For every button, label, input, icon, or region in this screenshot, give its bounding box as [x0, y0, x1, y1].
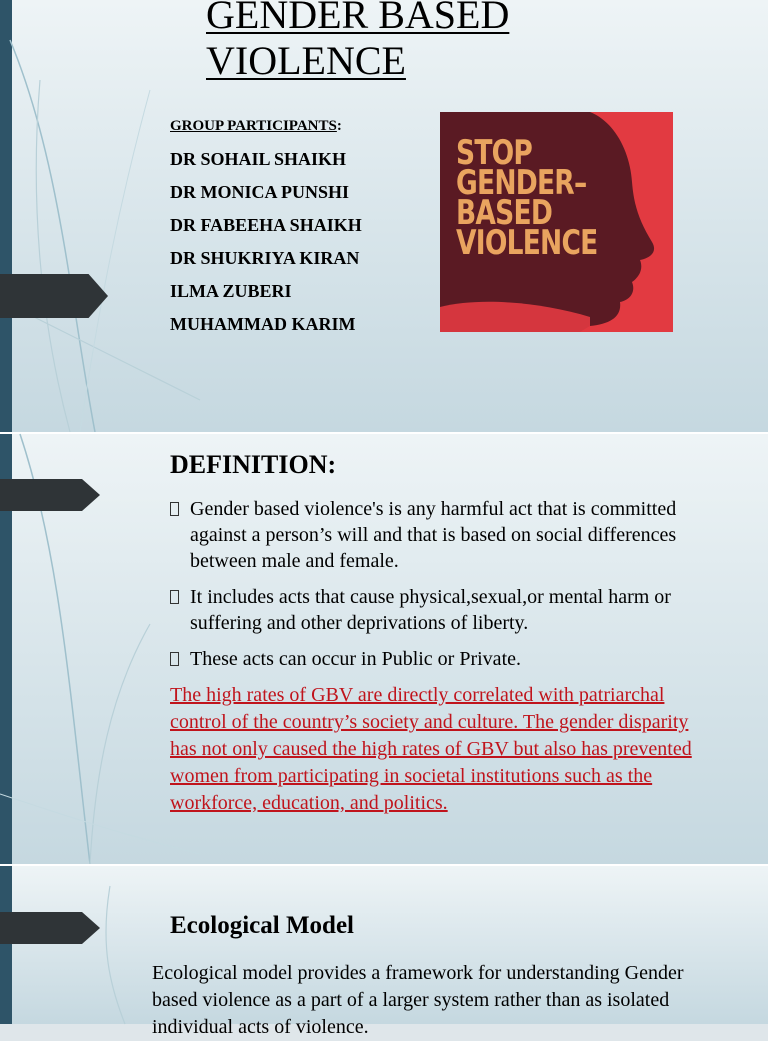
ecological-model-heading: Ecological Model	[170, 912, 354, 939]
bullet-text: These acts can occur in Public or Private.	[190, 648, 521, 670]
participants-list	[170, 147, 362, 345]
bullet-item	[168, 496, 728, 574]
title-line-1: GENDER BASED	[206, 0, 510, 37]
bullet-text: Gender based violence's is any harmful act that is committed against a person’s will and that is based on social differences between male and female.	[190, 498, 677, 572]
poster-line: BASED	[456, 193, 553, 233]
definition-heading: DEFINITION:	[170, 450, 337, 479]
bullet-icon	[170, 590, 179, 604]
bullet-icon	[170, 502, 179, 516]
participant-item: DR SHUKRIYA KIRAN	[170, 248, 360, 268]
highlight-paragraph: The high rates of GBV are directly correlated with patriarchal control of the country’s society and culture. The gender disparity has not only caused the high rates of GBV but also has prevented women from participating in societal institutions such as the workforce, education, and politics.	[170, 684, 692, 814]
poster-line: GENDER–	[456, 163, 587, 203]
bullet-item	[168, 584, 728, 636]
arrow-tab	[0, 912, 100, 944]
ecological-model-paragraph: Ecological model provides a framework for understanding Gender based violence as a part of a larger system rather than as isolated individual acts of violence.	[152, 962, 684, 1038]
participant-item: DR MONICA PUNSHI	[170, 182, 350, 202]
bullet-item	[168, 646, 728, 672]
poster-line: STOP	[456, 133, 533, 173]
slide-title	[0, 0, 768, 432]
arrow-tab	[0, 274, 108, 318]
participant-item: DR SOHAIL SHAIKH	[170, 149, 347, 169]
definition-bullets	[168, 496, 728, 682]
poster-text	[456, 133, 620, 263]
bullet-icon	[170, 652, 179, 666]
arrow-tab	[0, 479, 100, 511]
stop-gbv-poster	[440, 112, 673, 332]
title-line-2: VIOLENCE	[206, 38, 406, 83]
participant-item: MUHAMMAD KARIM	[170, 314, 356, 334]
poster-line: VIOLENCE	[456, 223, 598, 263]
slide-definition	[0, 434, 768, 864]
participants-label	[170, 118, 342, 135]
participant-item: DR FABEEHA SHAIKH	[170, 215, 362, 235]
participant-item: ILMA ZUBERI	[170, 281, 292, 301]
participants-label-text: GROUP PARTICIPANTS	[170, 118, 337, 134]
page-title	[206, 0, 509, 84]
slide-ecological-model	[0, 866, 768, 1038]
bullet-text: It includes acts that cause physical,sexual,or mental harm or suffering and other deprivations of liberty.	[190, 586, 671, 634]
participants-label-colon: :	[336, 118, 342, 134]
